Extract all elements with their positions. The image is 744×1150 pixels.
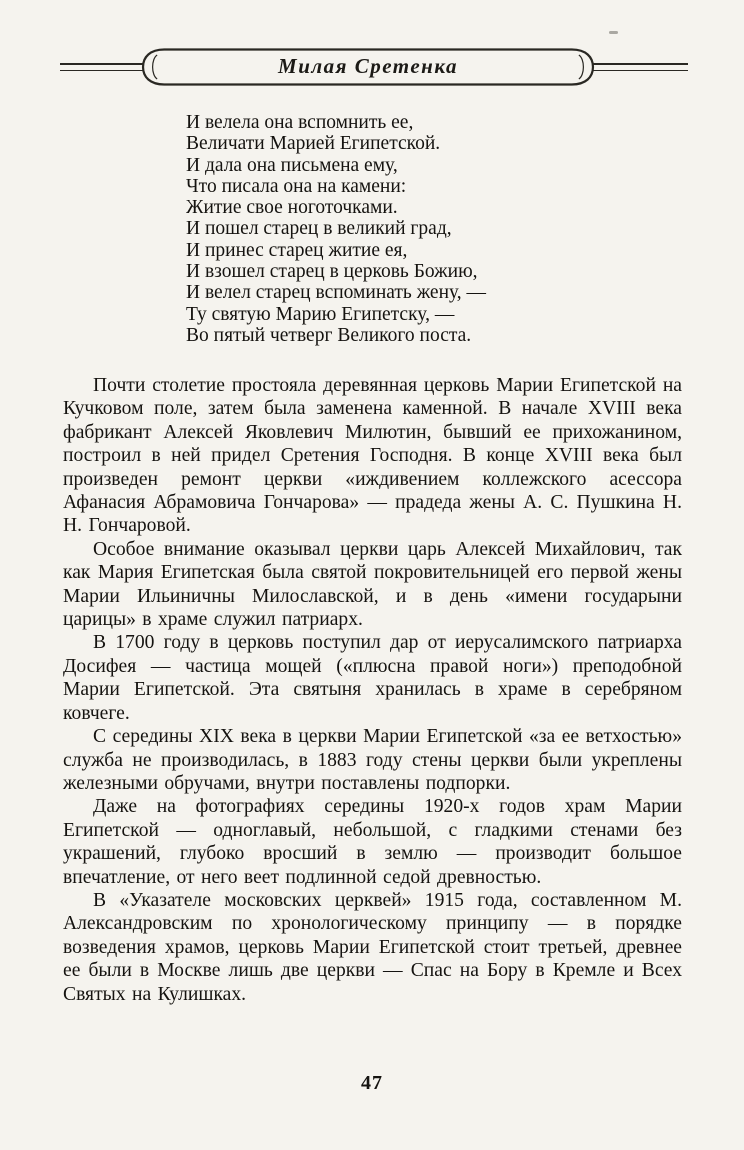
poem-line: И взошел старец в церковь Божию,: [186, 261, 478, 283]
poem-line: Житие свое ноготочками.: [186, 197, 398, 219]
poem-line: И велел старец вспоминать жену, —: [186, 282, 487, 304]
poem-line: Во пятый четверг Великого поста.: [186, 324, 472, 346]
poem-line: И пошел старец в великий град,: [186, 218, 452, 240]
header-banner: [140, 47, 596, 87]
body-text-block: [63, 374, 682, 1006]
paragraph: В 1700 году в церковь поступил дар от иерусалимского патриарха Досифея — частица мощей («плюсна правой ноги») преподобной Марии Египетской. Эта святыня хранилась в храме в серебряном ковчеге.: [63, 632, 682, 724]
poem-line: Что писала она на камени:: [186, 175, 407, 197]
page-number: 47: [361, 1072, 383, 1094]
poem-line: И велела она вспомнить ее,: [186, 112, 414, 133]
poem-line: И принес старец житие ея,: [186, 239, 408, 261]
paragraph: Особое внимание оказывал церкви царь Алексей Михайлович, так как Мария Египетская была святой покровительницей его первой жены Марии Ильиничны Милославской, и в день «имени государыни царицы» в храме служил патриарх.: [63, 538, 682, 631]
page-header-title: Милая Сретенка: [278, 53, 458, 78]
poem-block: [186, 112, 486, 346]
poem-line: Величати Марией Египетской.: [186, 133, 441, 155]
header-rule-left: [60, 63, 144, 71]
paragraph: Почти столетие простояла деревянная церковь Марии Египетской на Кучковом поле, затем была заменена каменной. В начале XVIII века фабрикант Алексей Яковлевич Милютин, бывший ее прихожанином, построил в ней придел Сретения Господня. В конце XVIII века был произведен ремонт церкви «иждивением коллежского асессора Афанасия Абрамовича Гончарова» — прадеда жены А. С. Пушкина Н. Н. Гончаровой.: [63, 375, 682, 537]
scan-artifact-dot: [609, 31, 618, 34]
paragraph: С середины XIX века в церкви Марии Египетской «за ее ветхостью» служба не производилась, в 1883 году стены церкви были укреплены железными обручами, внутри поставлены подпорки.: [63, 726, 682, 794]
paragraph: Даже на фотографиях середины 1920-х годов храм Марии Египетской — одноглавый, небольшой, с гладкими стенами без украшений, глубоко вросший в землю — производит большое впечатление, от него веет подлинной седой древностью.: [63, 796, 682, 888]
paragraph: В «Указателе московских церквей» 1915 года, составленном М. Александровским по хронологическому принципу — в порядке возведения храмов, церковь Марии Египетской стоит третьей, древнее ее были в Москве лишь две церкви — Спас на Бору в Кремле и Всех Святых на Кулишках.: [63, 889, 682, 1005]
poem-line: И дала она письмена ему,: [186, 154, 398, 176]
header-rule-right: [592, 63, 688, 71]
poem-line: Ту святую Марию Египетску, —: [186, 303, 455, 325]
page-header: [60, 46, 688, 88]
